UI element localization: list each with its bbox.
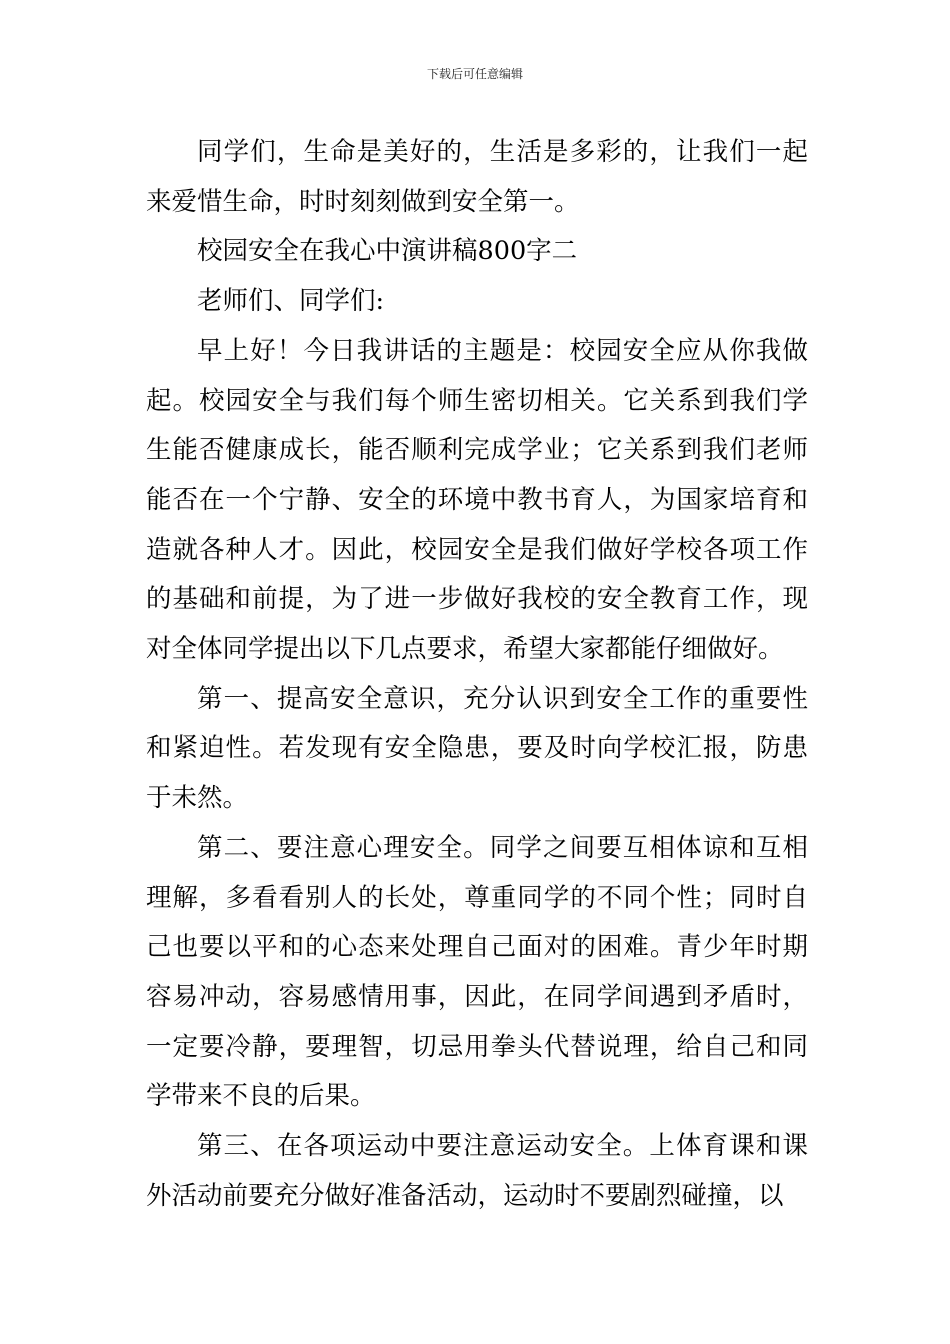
document-body <box>146 128 808 1221</box>
paragraph-point-one: 第一、提高安全意识，充分认识到安全工作的重要性和紧迫性。若发现有安全隐患，要及时向学校汇报，防患于未然。 <box>146 683 808 814</box>
paragraph-opening: 早上好！今日我讲话的主题是：校园安全应从你我做起。校园安全与我们每个师生密切相关。它关系到我们学生能否健康成长，能否顺利完成学业；它关系到我们老师能否在一个宁静、安全的环境中教书育人，为国家培育和造就各种人才。因此，校园安全是我们做好学校各项工作的基础和前提，为了进一步做好我校的安全教育工作，现对全体同学提出以下几点要求，希望大家都能仔细做好。 <box>146 335 808 665</box>
page-header: 下载后可任意编辑 <box>426 67 523 81</box>
paragraph-point-three: 第三、在各项运动中要注意运动安全。上体育课和课外活动前要充分做好准备活动，运动时不要剧烈碰撞，以 <box>146 1131 808 1211</box>
speech-title: 校园安全在我心中演讲稿800字二 <box>197 236 578 267</box>
paragraph-closing-line: 同学们，生命是美好的，生活是多彩的，让我们一起来爱惜生命，时时刻刻做到安全第一。 <box>146 137 808 217</box>
paragraph-point-two: 第二、要注意心理安全。同学之间要互相体谅和互相理解，多看看别人的长处，尊重同学的不同个性；同时自己也要以平和的心态来处理自己面对的困难。青少年时期容易冲动，容易感情用事，因此，在同学间遇到矛盾时，一定要冷静，要理智，切忌用拳头代替说理，给自己和同学带来不良的后果。 <box>146 832 808 1112</box>
salutation: 老师们、同学们: <box>197 286 385 317</box>
